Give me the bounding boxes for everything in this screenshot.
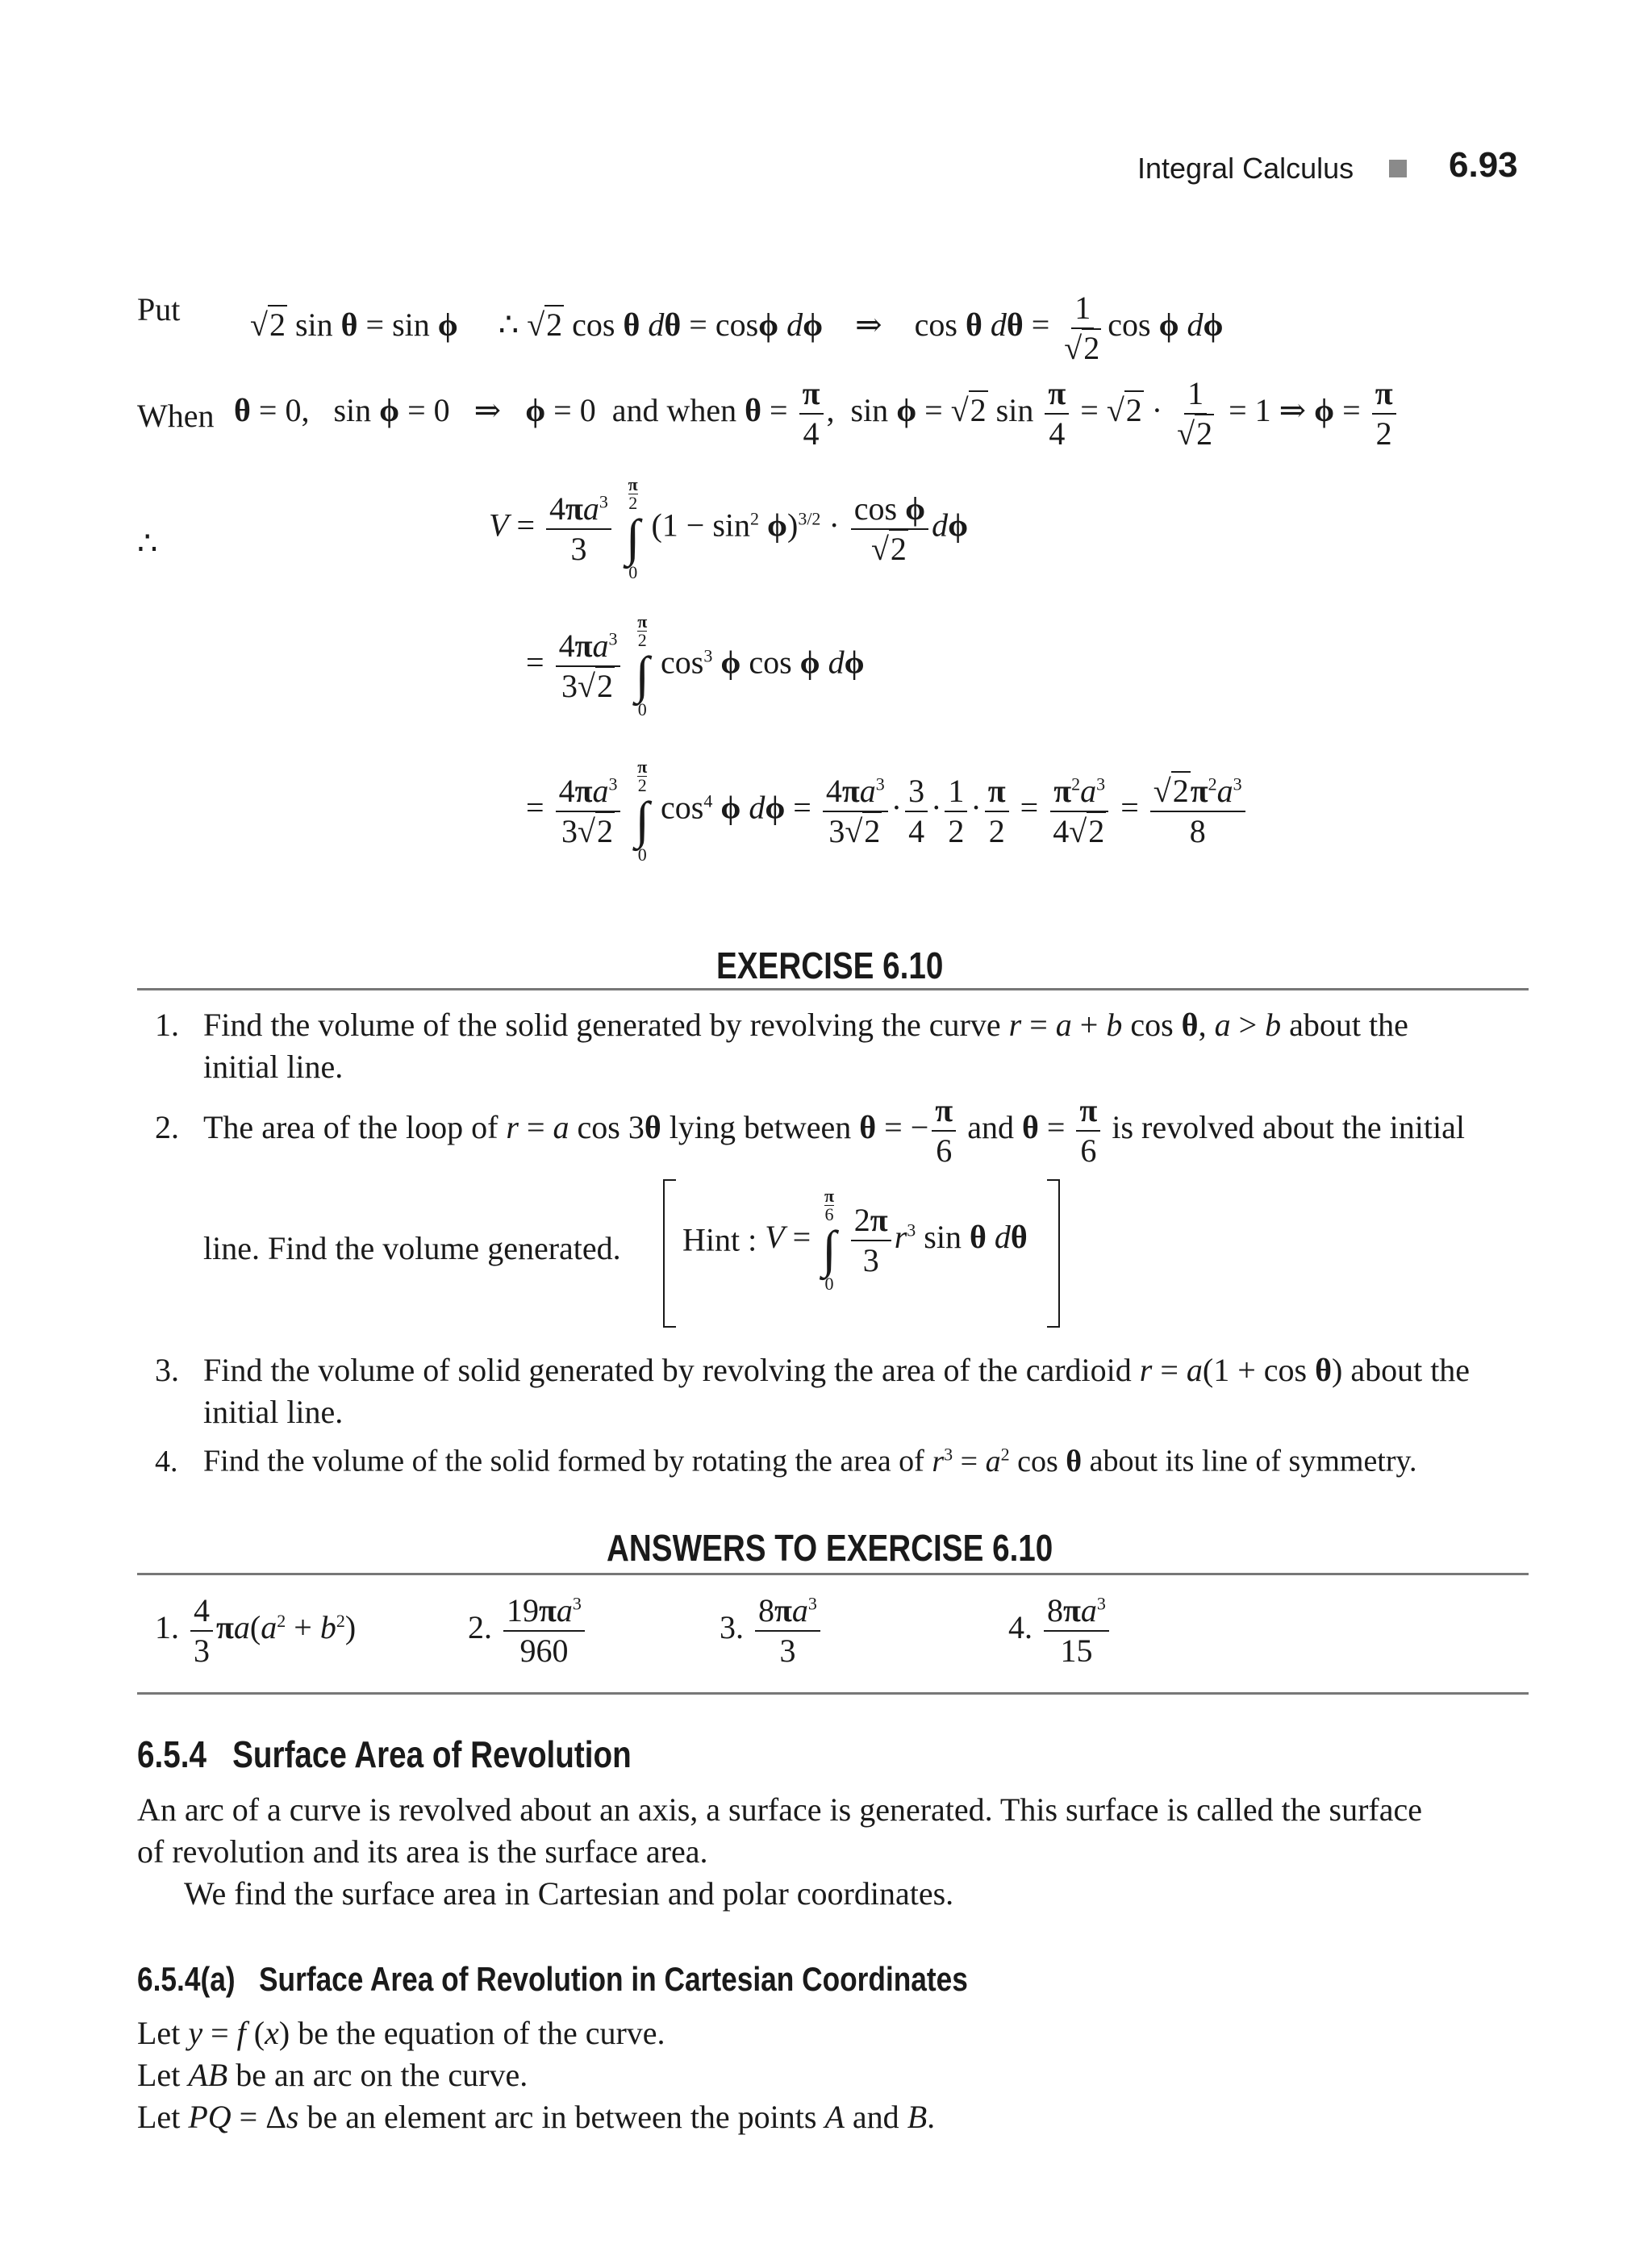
eq-volume-step3: = $\frac{4\pi a^3}{3√2}$ π 2 ∫ 0 $\cos^4 \phi$ dϕ = $\frac{4\pi a^3}{3√2}$ · $\frac{3}{4}$ · $\frac{1}{2}$ · $\frac{\pi}{2}$ = $\frac{\pi^2a^3}{4√2}$ = $\frac{√2\pi^2a^3}{8}$: [526, 758, 1249, 864]
section-654a-heading: [137, 1960, 968, 1999]
section-654-heading: [137, 1733, 632, 1776]
answer-1-num: 1.: [155, 1609, 179, 1646]
item-4-text-b: about its line of symmetry.: [1089, 1444, 1417, 1478]
item-3-text-b: about the: [1350, 1352, 1471, 1388]
item-1-text-c: initial line.: [203, 1049, 344, 1085]
exercise-title: EXERCISE 6.10: [716, 945, 944, 986]
section-654-number: 6.5.4: [137, 1733, 206, 1775]
eq-when-limits: θ = 0, sin ϕ = 0 ⇒ ϕ = 0 and when θ = $\frac{\pi}{4}$ , sin ϕ = √2 sin $\frac{\pi}{4}$ = √2 · $\frac{1}{√2}$ = 1 ⇒ ϕ = $\frac{\pi}{2}$: [234, 376, 1400, 452]
item-1-text-a: Find the volume of the solid generated by revolving the curve: [203, 1007, 1001, 1043]
line2-let: Let: [137, 2057, 181, 2093]
exercise-item-1: [155, 1004, 1530, 1046]
therefore-symbol: ∴: [137, 525, 158, 561]
line-when: [137, 397, 215, 435]
item-2-hint: Hint : V = π 6 ∫ 0 $\frac{2\pi}{3}$ $r^3$ sin θ dθ: [682, 1186, 1028, 1294]
section-654-para1-line2: of revolution and its area is the surface area.: [137, 1833, 708, 1870]
section-654a-number: 6.5.4(a): [137, 1960, 236, 1998]
eq-put-substitution: √2 sin θ = sin ϕ ∴ √2 cos θ dθ = cosϕ dϕ ⇒ cos θ dθ = $\frac{1}{√2}$ cos ϕ dϕ: [250, 290, 1224, 366]
item-2-num: 2.: [155, 1109, 179, 1146]
line3-text: be an element arc in between the points: [307, 2099, 817, 2135]
section-654-title: Surface Area of Revolution: [232, 1733, 632, 1775]
answers-title: ANSWERS TO EXERCISE 6.10: [607, 1527, 1053, 1569]
section-654a-line3: Let PQ = Δs be an element arc in between the points A and B.: [137, 2099, 936, 2135]
hint-label: Hint :: [682, 1221, 757, 1258]
eq-volume-step1: V = $\frac{4\pi a^3}{3}$ π 2 ∫ 0 $(1 - \sin^2 \phi)^{3/2}$ · $\frac{\text{cos ϕ}}{√2}$ dϕ: [489, 474, 969, 582]
label-and-when: and when: [611, 392, 737, 429]
item-4-num: 4.: [155, 1444, 178, 1478]
eq-volume-step2: = $\frac{4\pi a^3}{3√2}$ π 2 ∫ 0 $\cos^3 \phi$ cos ϕ dϕ: [526, 611, 865, 719]
answer-2-num: 2.: [468, 1609, 492, 1646]
header-section: Integral Calculus: [1137, 152, 1354, 185]
page-number: 6.93: [1449, 145, 1518, 185]
answer-3-num: 3.: [720, 1609, 744, 1646]
section-654a-title: Surface Area of Revolution in Cartesian Coordinates: [259, 1960, 968, 1998]
hint-bracket-right: [1047, 1179, 1060, 1328]
line3-and: and: [852, 2099, 899, 2135]
item-2-text-c: is revolved about the initial: [1112, 1109, 1466, 1146]
item-3-text-a: Find the volume of solid generated by revolving the area of the cardioid: [203, 1352, 1132, 1388]
header-square-icon: [1389, 160, 1407, 177]
item-1-eq: r = a + b cos θ, a > b: [1008, 1007, 1282, 1043]
item-1-num: 1.: [155, 1007, 179, 1043]
exercise-rule: [137, 988, 1529, 990]
answer-1: 1. $\frac{4}{3}$ $\pi a(a^2 + b^2)$: [155, 1592, 357, 1669]
answer-3: 3. $\frac{8\pi a^3}{3}$: [720, 1593, 824, 1669]
exercise-item-2: 2. The area of the loop of r = a cos 3θ lying between θ = − $\frac{\pi}{6}$ and θ = $\frac{\pi}{6}$ is revolved about the initial: [155, 1092, 1466, 1169]
label-when: When: [137, 398, 215, 434]
hint-bracket-left: [663, 1179, 676, 1328]
answer-4-num: 4.: [1008, 1609, 1032, 1646]
item-3-text-c: initial line.: [203, 1394, 344, 1430]
section-654-para1-line1: An arc of a curve is revolved about an axis, a surface is generated. This surface is called the surface: [137, 1791, 1423, 1828]
item-3-num: 3.: [155, 1352, 179, 1388]
item-2-and: and: [967, 1109, 1014, 1146]
answers-rule-bottom: [137, 1692, 1529, 1695]
item-4-text-a: Find the volume of the solid formed by rotating the area of: [203, 1444, 924, 1478]
section-654a-line2: Let AB be an arc on the curve.: [137, 2057, 528, 2093]
answers-rule-top: [137, 1573, 1529, 1575]
section-654-para2: We find the surface area in Cartesian and polar coordinates.: [184, 1875, 954, 1912]
line1-text: be the equation of the curve.: [298, 2015, 665, 2051]
section-654a-line1: Let y = f (x) be the equation of the curve.: [137, 2015, 665, 2051]
line1-let: Let: [137, 2015, 181, 2051]
item-2-text-a: The area of the loop of: [203, 1109, 499, 1146]
line2-text: be an arc on the curve.: [236, 2057, 528, 2093]
item-1-text-b: about the: [1289, 1007, 1408, 1043]
answer-4: 4. $\frac{8\pi a^3}{15}$: [1008, 1593, 1112, 1669]
answer-2: 2. $\frac{19\pi a^3}{960}$: [468, 1593, 588, 1669]
item-2-text-d: line. Find the volume generated.: [203, 1230, 621, 1266]
exercise-item-4: 4. Find the volume of the solid formed by rotating the area of $r^3 = a^2$ cos θ about its line of symmetry.: [155, 1433, 1542, 1482]
exercise-item-3: 3. Find the volume of solid generated by revolving the area of the cardioid r = a(1 + cos θ) about the: [155, 1349, 1542, 1391]
item-2-text-b: lying between: [669, 1109, 852, 1146]
label-put: Put: [137, 291, 181, 327]
line-put: [137, 290, 180, 328]
running-header: [1137, 152, 1354, 186]
line3-let: Let: [137, 2099, 181, 2135]
